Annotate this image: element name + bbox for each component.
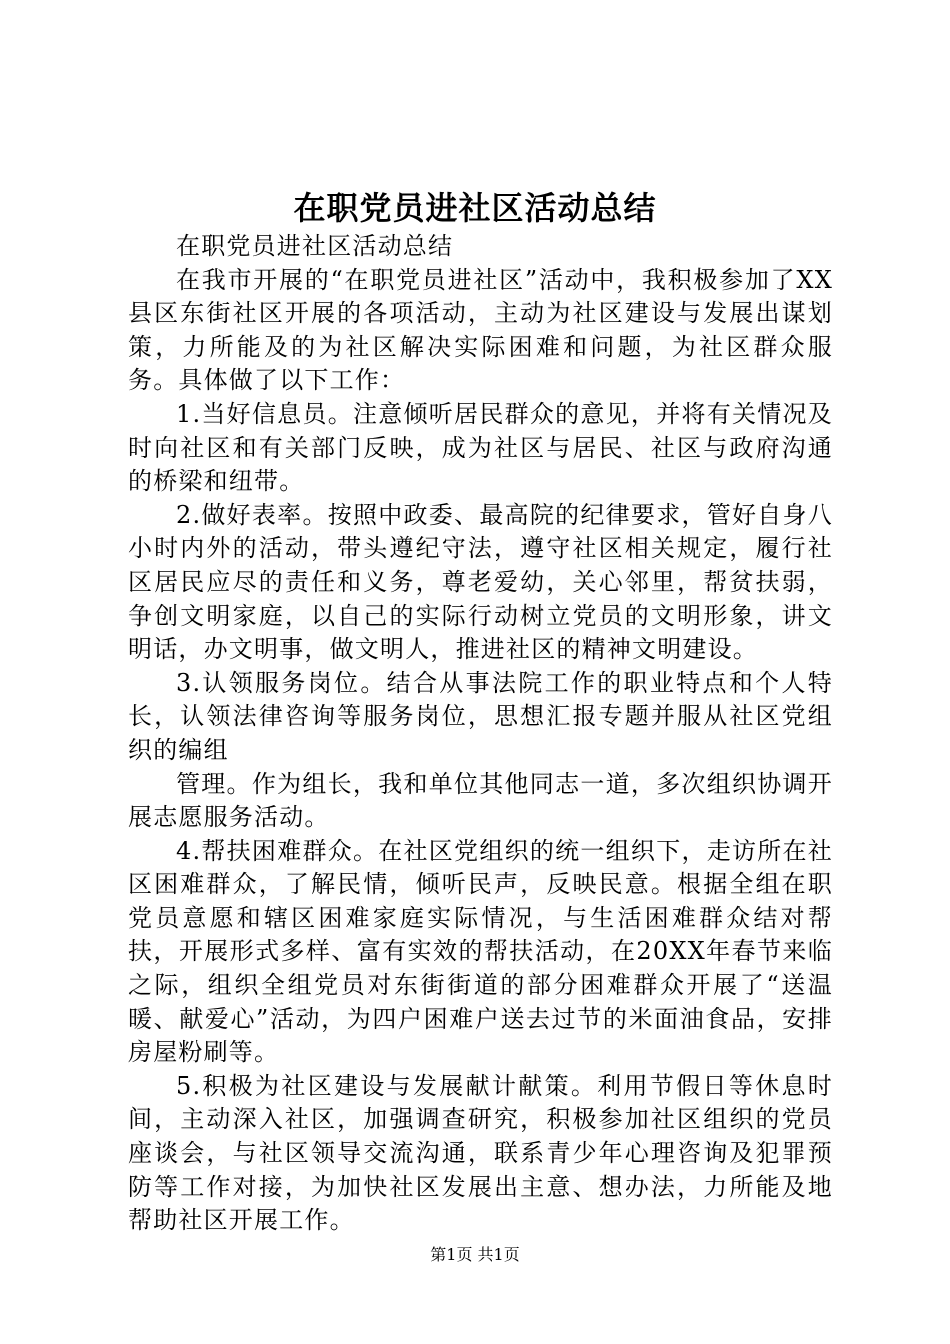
paragraph-item-3: 3.认领服务岗位。结合从事法院工作的职业特点和个人特长，认领法律咨询等服务岗位，思想汇报专题并服从社区党组织的编组 — [128, 668, 833, 764]
paragraph-subtitle: 在职党员进社区活动总结 — [176, 232, 454, 260]
page-number-footer: 第1页 共1页 — [430, 1245, 520, 1264]
paragraph-item-3-continued: 管理。作为组长，我和单位其他同志一道，多次组织协调开展志愿服务活动。 — [128, 769, 833, 832]
paragraph-intro: 在我市开展的“在职党员进社区”活动中，我积极参加了XX县区东街社区开展的各项活动，主动为社区建设与发展出谋划策，力所能及的为社区解决实际困难和问题，为社区群众服务。具体做了以下工作： — [128, 265, 833, 395]
document-title: 在职党员进社区活动总结 — [293, 189, 657, 227]
paragraph-item-4: 4.帮扶困难群众。在社区党组织的统一组织下，走访所在社区困难群众，了解民情，倾听民声，反映民意。根据全组在职党员意愿和辖区困难家庭实际情况，与生活困难群众结对帮扶，开展形式多样、富有实效的帮扶活动，在20XX年春节来临之际，组织全组党员对东街街道的部分困难群众开展了“送温暖、献爱心”活动，为四户困难户送去过节的米面油食品，安排房屋粉刷等。 — [128, 836, 833, 1067]
document-body — [128, 230, 833, 1238]
paragraph-item-2: 2.做好表率。按照中政委、最高院的纪律要求，管好自身八小时内外的活动，带头遵纪守法，遵守社区相关规定，履行社区居民应尽的责任和义务，尊老爱幼，关心邻里，帮贫扶弱，争创文明家庭，以自己的实际行动树立党员的文明形象，讲文明话，办文明事，做文明人，推进社区的精神文明建设。 — [128, 500, 833, 664]
paragraph-item-1: 1.当好信息员。注意倾听居民群众的意见，并将有关情况及时向社区和有关部门反映，成为社区与居民、社区与政府沟通的桥梁和纽带。 — [128, 399, 833, 496]
paragraph-item-5: 5.积极为社区建设与发展献计献策。利用节假日等休息时间，主动深入社区，加强调查研究，积极参加社区组织的党员座谈会，与社区领导交流沟通，联系青少年心理咨询及犯罪预防等工作对接，为加快社区发展出主意、想办法，力所能及地帮助社区开展工作。 — [128, 1071, 833, 1235]
